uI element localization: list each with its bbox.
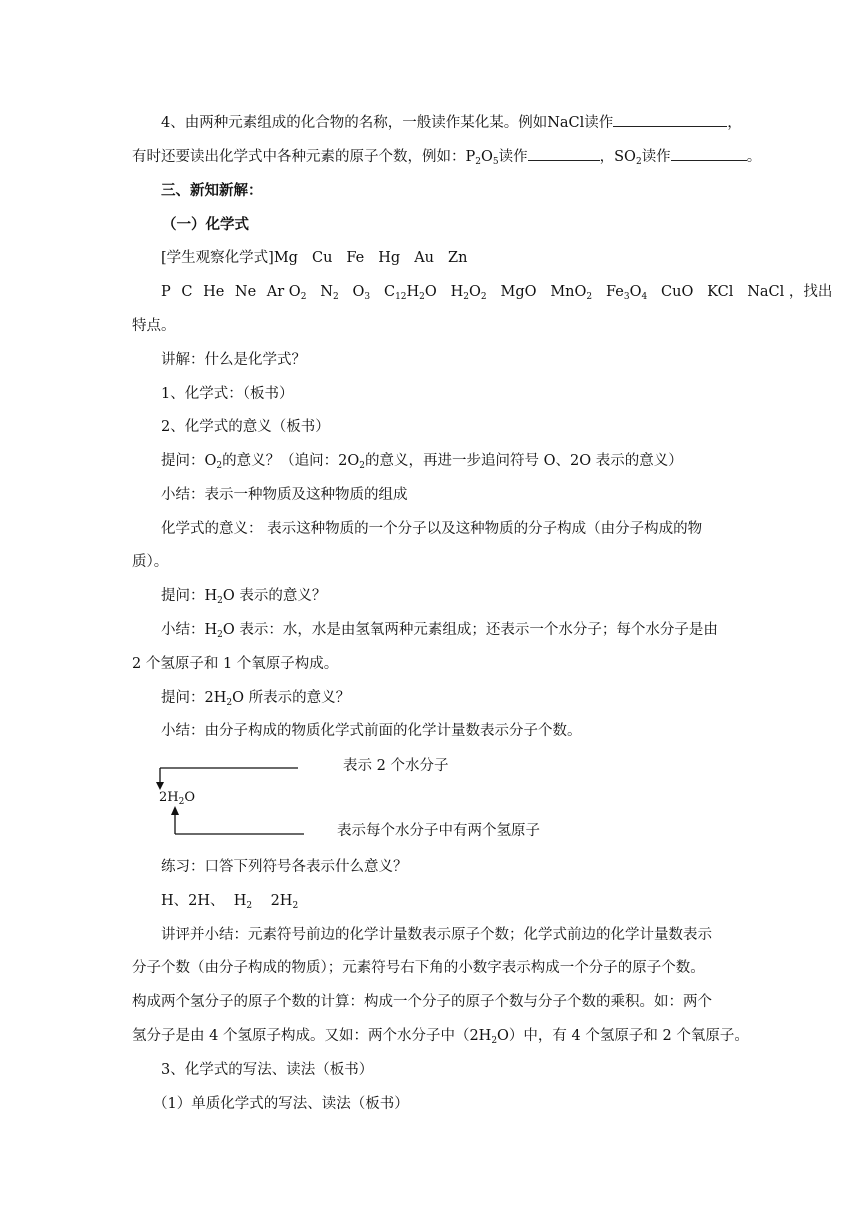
formula-so2: $SO_2$ xyxy=(614,149,642,167)
formula-kcl: KCl xyxy=(707,284,734,300)
summary-2-line2: 2 个氢原子和 1 个氧原子构成。 xyxy=(132,656,339,672)
diagram-label-atoms: 表示每个水分子中有两个氢原子 xyxy=(337,823,540,839)
blank-p2o5[interactable] xyxy=(528,146,600,161)
review-line1: 讲评并小结：元素符号前边的化学计量数表示原子个数；化学式前边的化学计量数表示 xyxy=(161,927,712,943)
para-text: 4、由两种元素组成的化合物的名称，一般读作某化某。例如NaCl读作 xyxy=(161,115,614,131)
formula-c12h2o: $C_{12}H_2O$ xyxy=(383,284,437,302)
para-4-line1 xyxy=(161,112,742,133)
formula-h2o2: $H_2O_2$ xyxy=(450,284,487,302)
practice-symbols: H、2H、 $H_2$ $2H_2$ xyxy=(161,893,299,911)
element-symbol: Mg xyxy=(273,250,298,266)
item-3: 3、化学式的写法、读法（板书） xyxy=(161,1062,374,1078)
formula-cuo: CuO xyxy=(661,284,694,300)
summary-3: 小结：由分子构成的物质化学式前面的化学计量数表示分子个数。 xyxy=(161,723,582,739)
formula-n2: $N_2$ xyxy=(320,284,339,302)
summary-2-line1: 小结：$H_2O$ 表示：水，水是由氢氧两种元素组成；还表示一个水分子；每个水分子是由 xyxy=(161,622,718,640)
formula-mgo: MgO xyxy=(500,284,537,300)
blank-nacl[interactable] xyxy=(613,112,727,127)
question-2h2o: 提问：$2H_2O$ 所表示的意义？ xyxy=(161,690,351,708)
practice-question: 练习：口答下列符号各表示什么意义？ xyxy=(161,859,408,875)
element-symbol: Cu xyxy=(311,250,333,266)
observe-line: [学生观察化学式]Mg Cu Fe Hg Au Zn xyxy=(161,250,468,266)
para-4-line2: 有时还要读出化学式中各种元素的原子个数，例如：$P_2O_5$读作 ，$SO_2$读作 。 xyxy=(132,146,761,167)
symbol-2h2: $2H_2$ xyxy=(270,893,299,911)
formula-nacl: NaCl xyxy=(747,284,785,300)
diagram-label-molecules: 表示 2 个水分子 xyxy=(343,758,449,774)
question-o2: 提问：$O_2$的意义？（追问：$2O_2$的意义，再进一步追问符号 O、2O 表示的意义） xyxy=(161,453,683,471)
formula-o2: $O_2$ xyxy=(288,284,307,302)
item-1: 1、化学式：（板书） xyxy=(161,386,294,402)
formula-mno2: MnO$_2$ xyxy=(550,284,593,302)
summary-1: 小结：表示一种物质及这种物质的组成 xyxy=(161,487,408,503)
formula-fe3o4: $Fe_3O_4$ xyxy=(605,284,648,302)
question-h2o: 提问：$H_2O$ 表示的意义？ xyxy=(161,588,327,606)
subsection-heading: （一）化学式 xyxy=(162,217,249,233)
formula-o3: $O_3$ xyxy=(352,284,371,302)
element-symbol: Hg xyxy=(378,250,401,266)
formula-list-line: P C He Ne Ar $O_2$ $N_2$ $O_3$ $C_{12}H_2O$ $H_2O_2$ MgO MnO$_2$ $Fe_3O_4$ CuO KCl NaCl ，找出 xyxy=(161,284,833,302)
para-text: 有时还要读出化学式中各种元素的原子个数，例如： xyxy=(132,149,466,165)
review-line3: 构成两个氢分子的原子个数的计算：构成一个分子的原子个数与分子个数的乘积。如：两个 xyxy=(132,994,712,1010)
meaning-line2: 质）。 xyxy=(132,554,169,570)
item-2: 2、化学式的意义（板书） xyxy=(161,419,330,435)
diagram-formula: $2H_2O$ xyxy=(159,790,196,807)
section-heading: 三、新知新解： xyxy=(161,183,263,199)
meaning-line1: 化学式的意义： 表示这种物质的一个分子以及这种物质的分子构成（由分子构成的物 xyxy=(161,521,703,537)
formula-p2o5: $P_2O_5$ xyxy=(465,149,499,167)
element-symbol: Fe xyxy=(346,250,365,266)
symbol-h2: $H_2$ xyxy=(233,893,253,911)
element-symbol: Au xyxy=(414,250,435,266)
explain-question: 讲解：什么是化学式？ xyxy=(161,352,306,368)
review-line4: 氢分子是由 4 个氢原子构成。又如：两个水分子中$(2H_2O)$中，有 4 个氢原子和 2 个氧原子。 xyxy=(132,1028,749,1046)
element-symbol: Zn xyxy=(448,250,468,266)
blank-so2[interactable] xyxy=(671,146,747,161)
para-text: ， xyxy=(727,115,742,131)
review-line2: 分子个数（由分子构成的物质）；元素符号右下角的小数字表示构成一个分子的原子个数。 xyxy=(132,960,705,976)
formula-list-wrap: 特点。 xyxy=(132,318,176,334)
item-3-1: （1）单质化学式的写法、读法（板书） xyxy=(153,1096,409,1112)
